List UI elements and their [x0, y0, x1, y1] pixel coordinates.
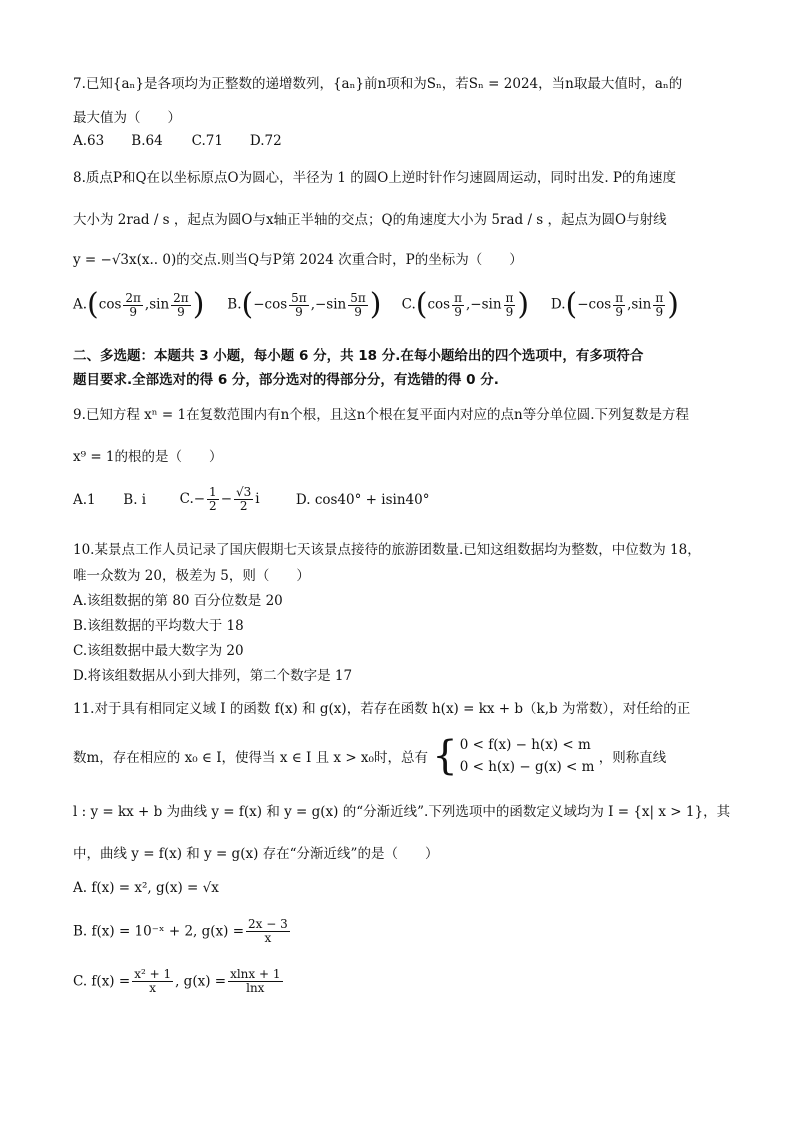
q7-option-a: A.63 [73, 133, 105, 149]
q8-option-c: C.(cos $\frac{\pi}{9}$ ,−sin $\frac{\pi}{9}$ ) [401, 287, 530, 322]
q9-option-c-frac1 [207, 486, 219, 513]
q10-option-a: A.该组数据的第 80 百分位数是 20 [73, 593, 283, 609]
q8-option-d-func2: ,sin [627, 296, 652, 313]
q8-option-c-num2: π [505, 290, 514, 305]
q9-option-a: A.1 [73, 491, 96, 508]
q11-option-c [73, 968, 285, 995]
q8-option-a-num1: 2π [125, 290, 141, 305]
q11-option-b [73, 918, 292, 945]
q8-option-b-func1: −cos [253, 296, 288, 313]
q9-option-c-num2: √3 [236, 485, 252, 499]
q11-system-row1: 0 < f(x) − h(x) < m [459, 737, 591, 753]
q10-option-b: B.该组数据的平均数大于 18 [73, 618, 244, 634]
q9-option-c-den2: 2 [239, 499, 248, 513]
q8-option-c-func2: ,−sin [465, 296, 502, 313]
q8-option-b-frac1 [289, 292, 309, 319]
q9-option-b: B. i [123, 491, 147, 508]
q8-option-c-frac1 [452, 292, 464, 319]
q11-option-c-prefix: C. f(x) = [73, 973, 131, 990]
q8-option-d-num2: π [655, 290, 664, 305]
q11-option-c-num1: x² + 1 [134, 967, 172, 981]
section2-heading-line2: 题目要求.全部选对的得 6 分，部分选对的得部分分，有选错的得 0 分. [73, 372, 499, 388]
q8-option-c-num1: π [454, 290, 462, 305]
q9-option-c-prefix: C.− [179, 491, 206, 507]
q10-line2: 唯一众数为 20，极差为 5，则（ ） [73, 568, 310, 584]
q9-option-c-den1: 2 [209, 499, 217, 513]
q11-line2-suffix: ，则称直线 [598, 750, 667, 766]
q8-option-d-frac1 [613, 292, 625, 319]
q7-line2: 最大值为（ ） [73, 110, 181, 126]
q8-line1: 8.质点P和Q在以坐标原点O为圆心，半径为 1 的圆O上逆时针作匀速圆周运动，同时出发. P的角速度 [73, 170, 677, 186]
q9-option-c-frac2 [234, 486, 253, 513]
q8-option-c-den1: 9 [454, 304, 462, 319]
q11-option-c-num2: xlnx + 1 [230, 967, 281, 981]
q8-option-b-num1: 5π [291, 290, 307, 305]
q8-option-b: B.(−cos $\frac{5\pi}{9}$ ,−sin $\frac{5\pi}{9}$ ) [227, 287, 382, 322]
q10-line1: 10.某景点工作人员记录了国庆假期七天该景点接待的旅游团数量.已知这组数据均为整数，中位数为 18， [73, 542, 701, 558]
q8-option-d: D.(−cos $\frac{\pi}{9}$ ,sin $\frac{\pi}{9}$ ) [550, 287, 679, 322]
q8-options [73, 287, 679, 322]
q7-options [73, 133, 282, 149]
q7-option-b: B.64 [131, 133, 163, 149]
q8-option-b-den2: 9 [354, 304, 362, 319]
q7-option-c: C.71 [191, 133, 223, 149]
q8-option-a-num2: 2π [173, 290, 189, 305]
q9-line2: x⁹ = 1的根的是（ ） [73, 449, 223, 465]
q10-option-d: D.将该组数据从小到大排列，第二个数字是 17 [73, 668, 353, 684]
q9-option-c-suffix: i [255, 491, 260, 507]
q10-option-c: C.该组数据中最大数字为 20 [73, 643, 244, 659]
q9-line1: 9.已知方程 xⁿ = 1在复数范围内有n个根，且这n个根在复平面内对应的点n等分单位圆.下列复数是方程 [73, 407, 689, 423]
q11-option-a: A. f(x) = x², g(x) = √x [73, 880, 219, 896]
q8-option-c-label: C. [401, 296, 416, 313]
q8-option-b-func2: ,−sin [310, 296, 347, 313]
q11-inequality-system [460, 734, 595, 778]
section2-heading-line1: 二、多选题：本题共 3 小题，每小题 6 分，共 18 分.在每小题给出的四个选项中，有多项符合 [73, 348, 644, 364]
q9-option-d: D. cos40° + isin40° [295, 491, 430, 508]
q11-line2 [73, 734, 666, 778]
q8-option-a: A.(cos $\frac{2\pi}{9}$ ,sin $\frac{2\pi}{9}$ ) [73, 287, 205, 322]
q11-option-c-den2: lnx [246, 981, 265, 995]
q8-option-c-func1: cos [427, 296, 451, 313]
q8-option-a-frac1 [123, 292, 143, 319]
q8-option-b-frac2 [348, 292, 368, 319]
q8-option-d-den1: 9 [615, 304, 623, 319]
q8-option-a-frac2 [171, 292, 191, 319]
q8-option-a-den2: 9 [177, 304, 185, 319]
q8-option-d-frac2 [653, 292, 665, 319]
q8-option-a-func1: cos [98, 296, 122, 313]
q8-option-b-num2: 5π [350, 290, 366, 305]
q9-option-c-num1: 1 [209, 485, 217, 499]
q11-option-b-frac [246, 918, 290, 945]
q9-option-c-mid: − [220, 491, 232, 507]
q8-option-b-label: B. [227, 296, 242, 313]
q11-option-b-den: x [264, 931, 272, 945]
q8-option-c-frac2 [504, 292, 516, 319]
q11-option-c-mid: , g(x) = [175, 973, 227, 990]
q11-line1: 11.对于具有相同定义域 I 的函数 f(x) 和 g(x)，若存在函数 h(x) = kx + b（k,b 为常数），对任给的正 [73, 701, 691, 717]
q8-option-c-den2: 9 [505, 304, 514, 319]
q11-line2-prefix: 数m，存在相应的 x₀ ∈ I，使得当 x ∈ I 且 x > x₀时，总有 [73, 750, 428, 766]
q8-option-d-num1: π [615, 290, 624, 305]
q11-option-c-frac1 [132, 968, 173, 995]
q8-option-a-func2: ,sin [144, 296, 170, 313]
q8-line2: 大小为 2rad / s ，起点为圆O与x轴正半轴的交点；Q的角速度大小为 5rad / s ，起点为圆O与射线 [73, 212, 667, 228]
q8-option-a-den1: 9 [129, 304, 137, 319]
q7-option-d: D.72 [249, 133, 282, 149]
q9-option-c [180, 486, 292, 513]
q8-option-d-func1: −cos [577, 296, 612, 313]
q11-option-b-num: 2x − 3 [248, 917, 288, 931]
q8-option-b-den1: 9 [295, 304, 303, 319]
q8-line3: y = −√3x(x.. 0)的交点.则当Q与P第 2024 次重合时，P的坐标为（ ） [73, 252, 523, 268]
system-brace: { [432, 733, 458, 779]
q11-line4: 中，曲线 y = f(x) 和 y = g(x) 存在“分渐近线”的是（ ） [73, 846, 439, 862]
q8-option-d-label: D. [550, 296, 566, 313]
q11-system-row2: 0 < h(x) − g(x) < m [459, 759, 595, 775]
q9-options [73, 486, 429, 513]
q7-line1: 7.已知{aₙ}是各项均为正整数的递增数列，{aₙ}前n项和为Sₙ，若Sₙ = 2024，当n取最大值时，aₙ的 [73, 76, 683, 92]
q11-line3: l : y = kx + b 为曲线 y = f(x) 和 y = g(x) 的“分渐近线”.下列选项中的函数定义域均为 I = {x| x > 1}，其 [73, 804, 731, 820]
q11-option-c-frac2 [228, 968, 282, 995]
q8-option-d-den2: 9 [655, 304, 664, 319]
q11-option-b-prefix: B. f(x) = 10⁻ˣ + 2, g(x) = [73, 923, 245, 940]
q8-option-a-label: A. [73, 296, 88, 313]
q11-option-c-den1: x [149, 981, 157, 995]
